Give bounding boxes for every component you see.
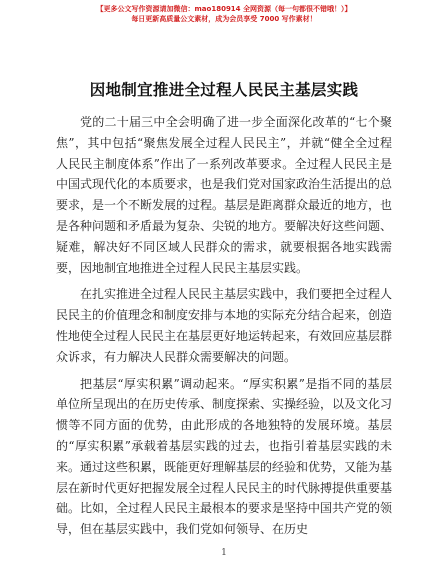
promo-banner-line-1: 【更多公文写作资源请加微信：mao180914 全网资源（每一句都很不错哦！）】 <box>96 5 352 13</box>
document-title: 因地制宜推进全过程人民民主基层实践 <box>89 81 359 99</box>
document-body <box>56 112 392 546</box>
body-paragraph-2: 在扎实推进全过程人民民主基层实践中，我们要把全过程人民民主的价值理念和制度安排与本地的实际充分结合起来，创造性地使全过程人民民主在基层更好地运转起来，有效回应基层群众诉求，有力解决人民群众需要解决的问题。 <box>56 287 393 364</box>
promo-banner-line-2: 每日更新高质量公文素材，成为会员享受 7000 写作素材！ <box>131 15 317 23</box>
body-paragraph-3: 把基层“厚实积累”调动起来。“厚实积累”是指不同的基层单位所呈现出的在历史传承、制度探索、实操经验，以及文化习惯等不同方面的优势，由此形成的各地独特的发展环境。基层的“厚实积累”承载着基层实践的过去，也指引着基层实践的未来。通过这些积累，既能更好理解基层的经验和优势，又能为基层在新时代更好把握发展全过程人民民主的时代脉搏提供重要基础。比如，全过程人民民主最根本的要求是坚持中国共产党的领导，但在基层实践中，我们党如何领导、在历史 <box>56 376 393 537</box>
page-number: 1 <box>221 548 227 558</box>
promo-banner <box>0 4 448 24</box>
body-paragraph-1: 党的二十届三中全会明确了进一步全面深化改革的“七个聚焦”，其中包括“聚焦发展全过程人民民主”，并就“健全全过程人民民主制度体系”作出了一系列改革要求。全过程人民民主是中国式现代化的本质要求，也是我们党对国家政治生活提出的总要求，是一个不断发展的过程。基层是距离群众最近的地方，也是各种问题和矛盾最为复杂、尖锐的地方。要解决好这些问题、疑难，解决好不同区域人民群众的需求，就要根据各地实践需要，因地制宜地推进全过程人民民主基层实践。 <box>56 115 393 275</box>
